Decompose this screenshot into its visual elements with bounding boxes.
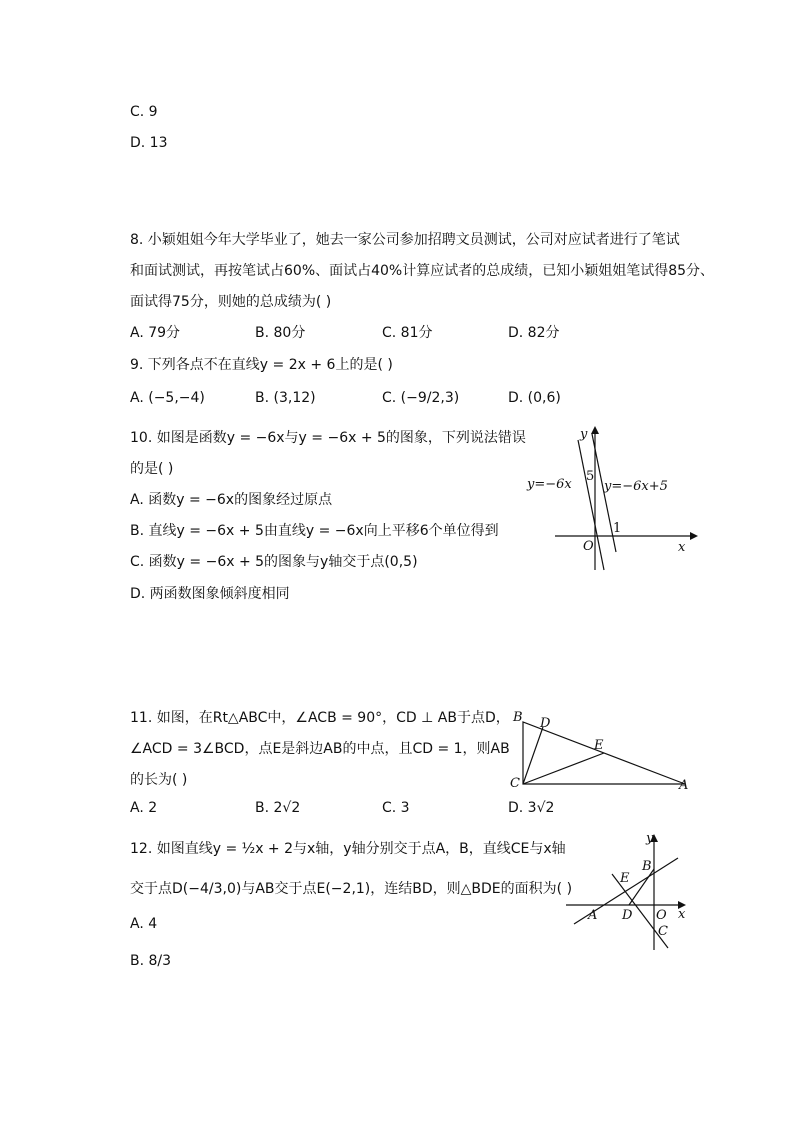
label-d: D [622, 908, 633, 923]
label-y: y [646, 831, 654, 846]
q8-option-c: C. 81分 [382, 325, 433, 341]
x-axis-arrow [690, 532, 698, 540]
q9-option-c: C. (−9/2,3) [382, 390, 460, 406]
q11-option-d: D. 3√2 [508, 800, 555, 816]
label-b: B [642, 859, 652, 874]
label-5: 5 [586, 469, 595, 484]
label-line2: y=−6x+5 [604, 479, 668, 494]
label-x: x [678, 907, 686, 922]
q10-option-d: D. 两函数图象倾斜度相同 [130, 586, 290, 602]
q11-stem-line1: 11. 如图，在Rt△ABC中，∠ACB = 90°，CD ⊥ AB于点D， [130, 710, 510, 726]
label-a: A [588, 908, 598, 923]
q9-option-d: D. (0,6) [508, 390, 561, 406]
q9-option-a: A. (−5,−4) [130, 390, 205, 406]
label-y: y [580, 427, 588, 442]
q11-stem-line3: 的长为( ) [130, 772, 188, 788]
q9-stem: 9. 下列各点不在直线y = 2x + 6上的是( ) [130, 357, 393, 373]
q10-stem-line2: 的是( ) [130, 461, 174, 477]
label-e: E [594, 738, 604, 753]
q11-option-a: A. 2 [130, 800, 158, 816]
q8-stem-line1: 8. 小颖姐姐今年大学毕业了，她去一家公司参加招聘文员测试，公司对应试者进行了笔试 [130, 232, 680, 248]
q12-stem-line2: 交于点D(−4/3,0)与AB交于点E(−2,1)，连结BD，则△BDE的面积为( ) [130, 881, 573, 897]
q10-figure [520, 420, 700, 580]
label-a: A [679, 778, 689, 793]
segment-cd [523, 727, 543, 784]
q7-option-d: D. 13 [130, 135, 168, 151]
q8-option-a: A. 79分 [130, 325, 181, 341]
q12-stem-line1: 12. 如图直线y = ½x + 2与x轴，y轴分别交于点A，B，直线CE与x轴 [130, 841, 566, 857]
q8-option-b: B. 80分 [255, 325, 306, 341]
q7-option-c: C. 9 [130, 104, 158, 120]
y-axis-arrow [591, 426, 599, 434]
q8-option-d: D. 82分 [508, 325, 560, 341]
q11-option-c: C. 3 [382, 800, 410, 816]
label-c: C [510, 776, 520, 791]
q10-option-b: B. 直线y = −6x + 5由直线y = −6x向上平移6个单位得到 [130, 523, 499, 539]
q8-stem-line2: 和面试测试，再按笔试占60%、面试占40%计算应试者的总成绩，已知小颖姐姐笔试得85分、 [130, 263, 715, 279]
q8-stem-line3: 面试得75分，则她的总成绩为( ) [130, 294, 332, 310]
q10-option-c: C. 函数y = −6x + 5的图象与y轴交于点(0,5) [130, 554, 418, 570]
label-e: E [620, 871, 630, 886]
label-origin: O [583, 539, 594, 554]
q12-option-a: A. 4 [130, 916, 158, 932]
q12-figure [560, 828, 700, 953]
label-x: x [678, 540, 686, 555]
segment-ce [523, 753, 604, 784]
label-b: B [513, 710, 523, 725]
q9-option-b: B. (3,12) [255, 390, 316, 406]
q10-stem-line1: 10. 如图是函数y = −6x与y = −6x + 5的图象，下列说法错误 [130, 430, 526, 446]
label-line1: y=−6x [527, 477, 572, 492]
q11-option-b: B. 2√2 [255, 800, 301, 816]
q12-option-b: B. 8/3 [130, 953, 172, 969]
q11-stem-line2: ∠ACD = 3∠BCD，点E是斜边AB的中点，且CD = 1，则AB [130, 741, 510, 757]
label-d: D [540, 716, 551, 731]
q11-figure [505, 705, 700, 795]
label-o: O [656, 908, 667, 923]
label-c: C [658, 924, 668, 939]
label-1: 1 [613, 521, 622, 536]
q10-option-a: A. 函数y = −6x的图象经过原点 [130, 492, 333, 508]
